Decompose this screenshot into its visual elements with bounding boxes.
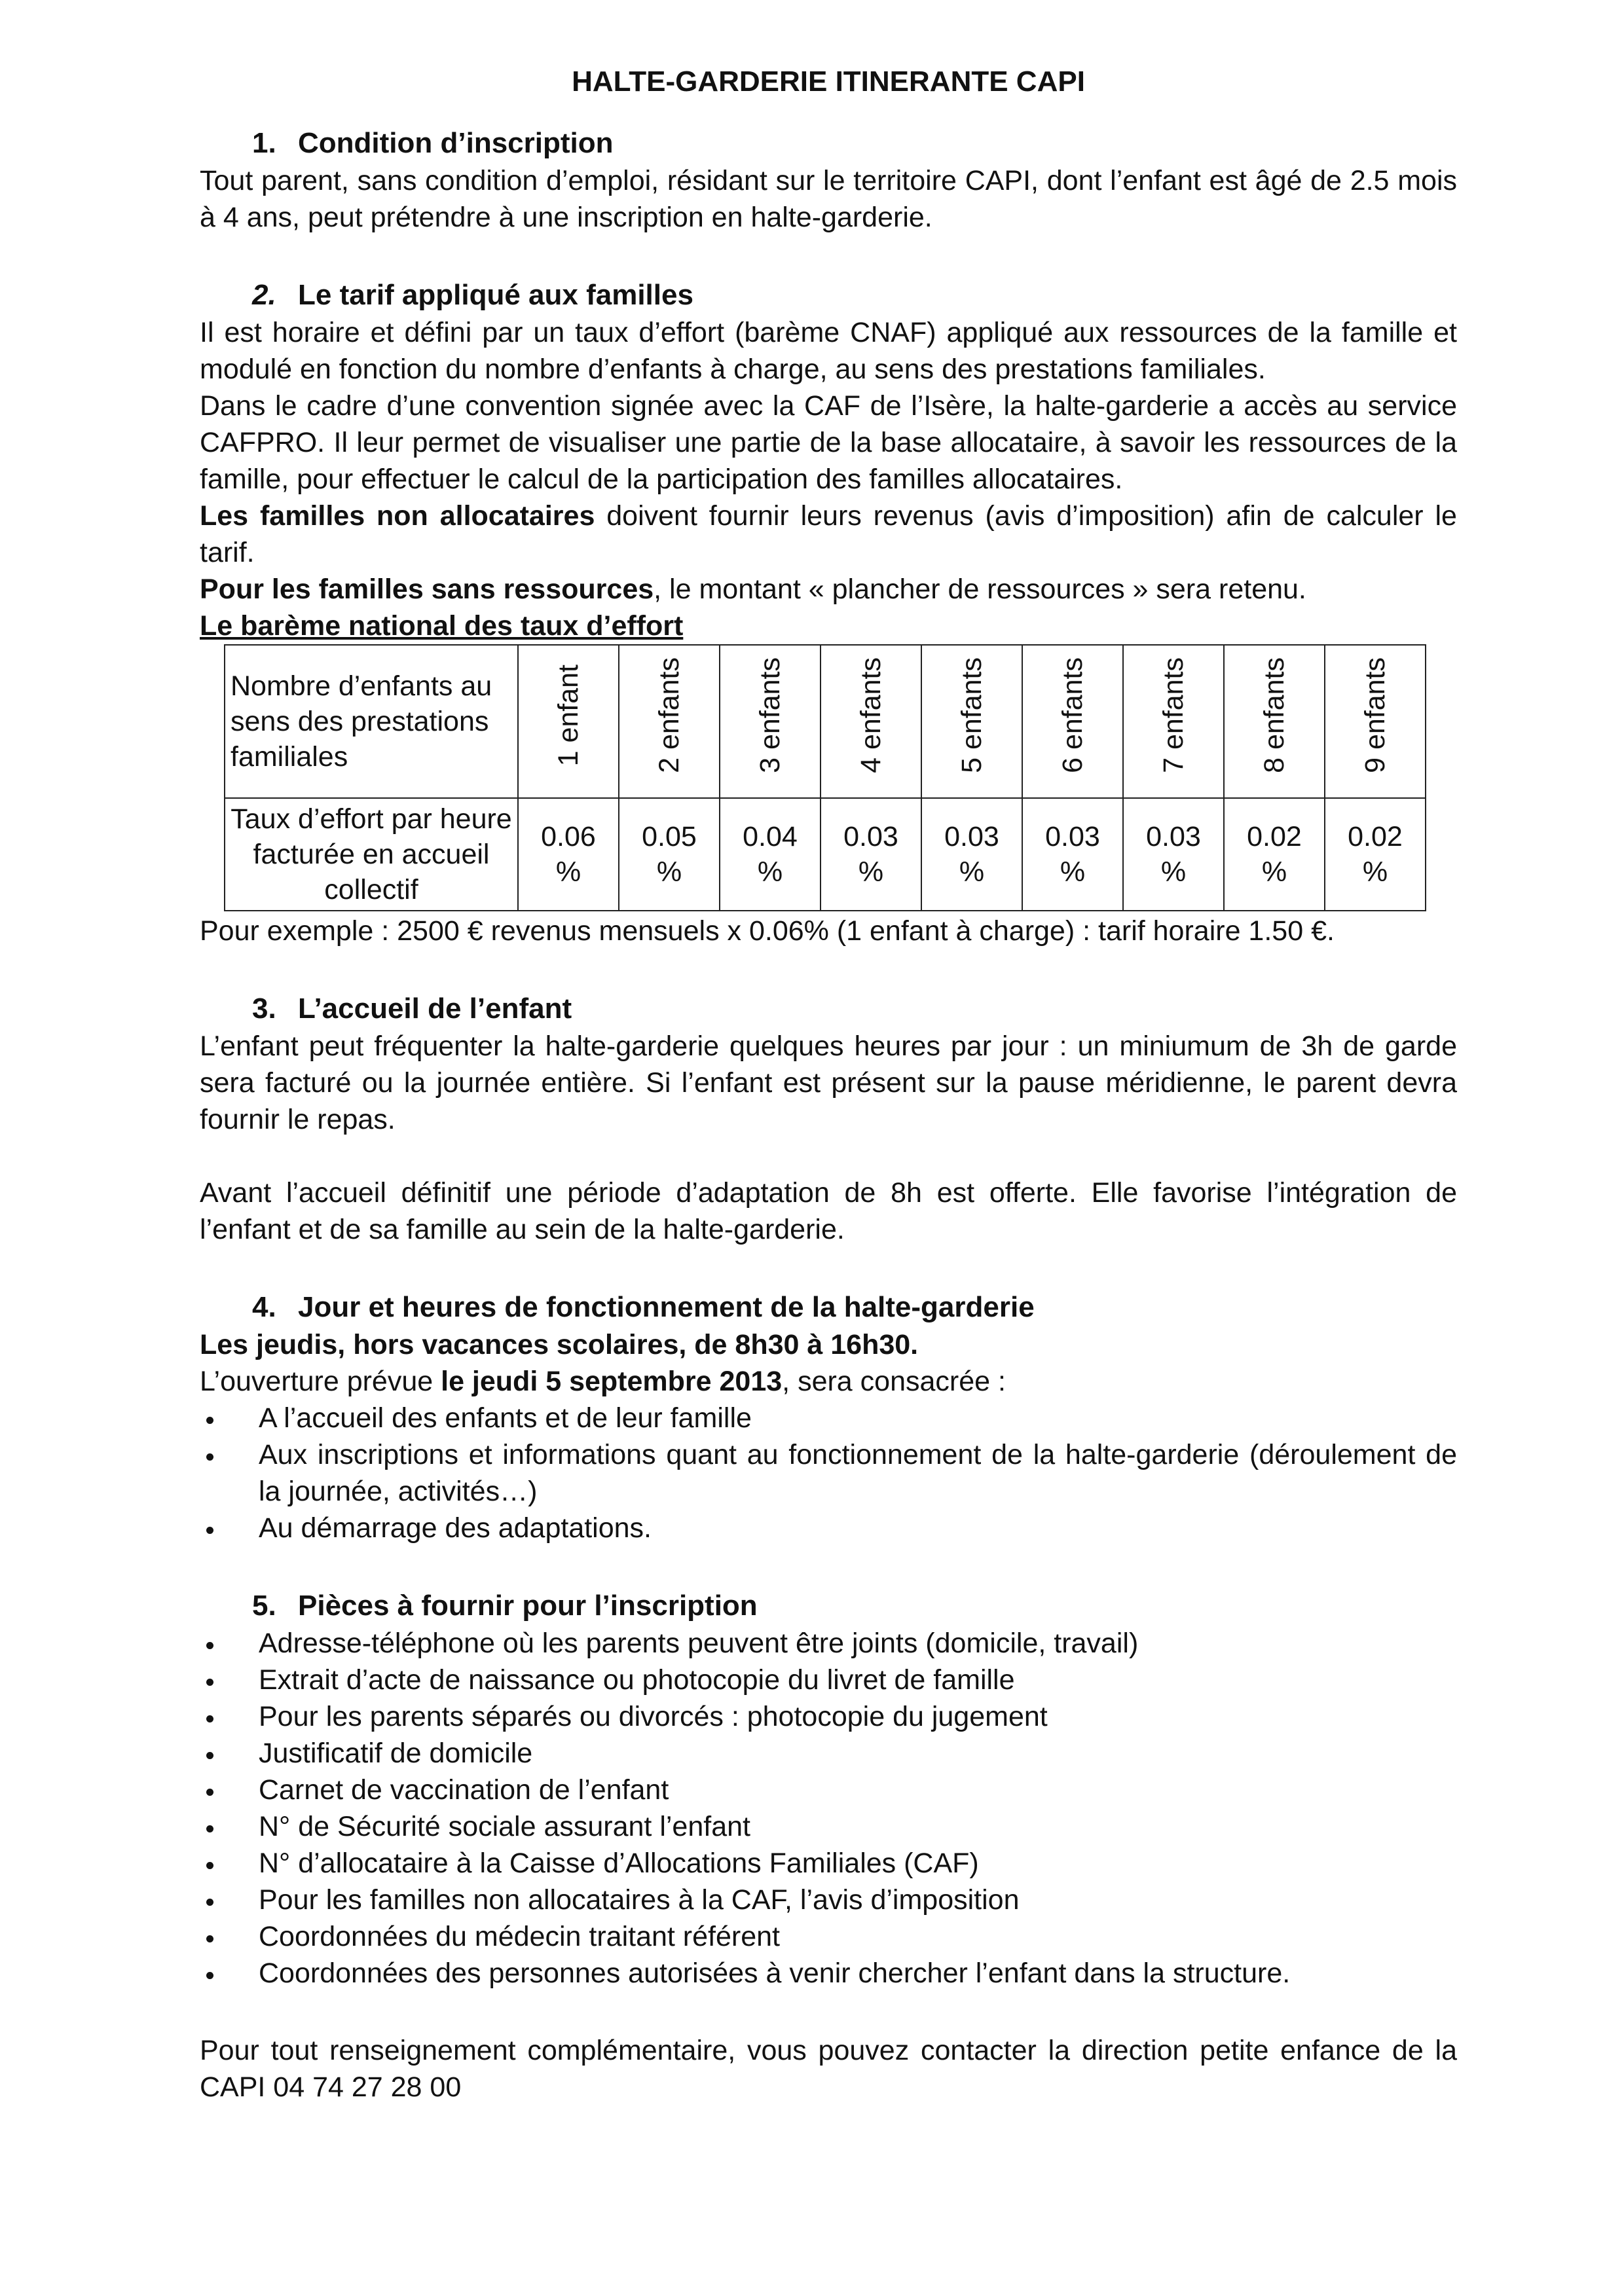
rate-cell: 0.06 %	[518, 798, 619, 911]
list-item: Justificatif de domicile	[200, 1735, 1457, 1772]
list-item: Pour les parents séparés ou divorcés : photocopie du jugement	[200, 1698, 1457, 1735]
section-1-text: Tout parent, sans condition d’emploi, résidant sur le territoire CAPI, dont l’enfant est âgé de 2.5 mois à 4 ans, peut prétendre à une inscription en halte-garderie.	[200, 165, 1457, 233]
section-4-heading	[200, 1288, 1457, 1326]
list-item: N° de Sécurité sociale assurant l’enfant	[200, 1808, 1457, 1845]
tarif-example: Pour exemple : 2500 € revenus mensuels x 0.06% (1 enfant à charge) : tarif horaire 1.50 €.	[200, 915, 1335, 947]
section-3-paragraph-1: L’enfant peut fréquenter la halte-garderie quelques heures par jour : un miniumum de 3h de garde sera facturé ou la journée entière. Si l’enfant est présent sur la pause méridienne, le parent devra fournir le repas.	[200, 1030, 1457, 1135]
document-title: HALTE-GARDERIE ITINERANTE CAPI	[572, 65, 1085, 98]
row-head-rate: Taux d’effort par heure facturée en accueil collectif	[225, 798, 518, 911]
section-2-paragraph-3: Les familles non allocataires doivent fournir leurs revenus (avis d’imposition) afin de calculer le tarif.	[200, 500, 1457, 568]
section-2-paragraph-2: Dans le cadre d’une convention signée avec la CAF de l’Isère, la halte-garderie a accès au service CAFPRO. Il leur permet de visualiser une partie de la base allocataire, à savoir les ressources de la famille, pour effectuer le calcul de la participation des familles allocataires.	[200, 390, 1457, 495]
opening-date-bold: le jeudi 5 septembre 2013	[441, 1366, 783, 1397]
opening-date: L’ouverture prévue le jeudi 5 septembre 2013, sera consacrée :	[200, 1366, 1006, 1397]
bareme-table	[224, 644, 1426, 911]
section-2-number: 2.	[252, 279, 276, 311]
section-2-heading	[200, 276, 1457, 314]
section-5-title: Pièces à fournir pour l’inscription	[298, 1590, 758, 1622]
document-content	[200, 62, 1457, 2105]
section-3-heading	[200, 990, 1457, 1028]
section-2-paragraph-1: Il est horaire et défini par un taux d’effort (barème CNAF) appliqué aux ressources de la famille et modulé en fonction du nombre d’enfants à charge, au sens des prestations familiales.	[200, 317, 1457, 385]
section-3-paragraph-2: Avant l’accueil définitif une période d’adaptation de 8h est offerte. Elle favorise l’intégration de l’enfant et de sa famille au sein de la halte-garderie.	[200, 1177, 1457, 1245]
column-head: 1 enfant	[518, 645, 619, 798]
rate-cell: 0.03 %	[921, 798, 1022, 911]
list-item: Aux inscriptions et informations quant au fonctionnement de la halte-garderie (déroulement de la journée, activités…)	[200, 1436, 1457, 1510]
list-item: Coordonnées du médecin traitant référent	[200, 1918, 1457, 1955]
rate-cell: 0.02 %	[1325, 798, 1426, 911]
rate-cell: 0.03 %	[1123, 798, 1224, 911]
sans-ressources-label: Pour les familles sans ressources	[200, 574, 654, 605]
column-head: 9 enfants	[1325, 645, 1426, 798]
section-4-number: 4.	[252, 1291, 276, 1323]
column-head: 4 enfants	[821, 645, 921, 798]
section-1-heading	[200, 124, 1457, 162]
list-item: Coordonnées des personnes autorisées à venir chercher l’enfant dans la structure.	[200, 1955, 1457, 1992]
table-row-rates	[225, 798, 1426, 911]
section-4-title: Jour et heures de fonctionnement de la halte-garderie	[298, 1291, 1035, 1323]
section-3-title: L’accueil de l’enfant	[298, 993, 572, 1025]
rate-cell: 0.02 %	[1224, 798, 1325, 911]
section-2-paragraph-4: Pour les familles sans ressources, le montant « plancher de ressources » sera retenu.	[200, 574, 1306, 605]
list-item: Extrait d’acte de naissance ou photocopie du livret de famille	[200, 1662, 1457, 1698]
documents-list	[200, 1625, 1457, 1992]
rate-cell: 0.03 %	[821, 798, 921, 911]
column-head: 8 enfants	[1224, 645, 1325, 798]
section-2-title: Le tarif appliqué aux familles	[298, 279, 693, 311]
opening-list	[200, 1400, 1457, 1546]
list-item: Pour les familles non allocataires à la CAF, l’avis d’imposition	[200, 1882, 1457, 1918]
table-row-header	[225, 645, 1426, 798]
non-allocataires-label: Les familles non allocataires	[200, 500, 595, 532]
opening-days: Les jeudis, hors vacances scolaires, de 8h30 à 16h30.	[200, 1329, 919, 1360]
contact-footer: Pour tout renseignement complémentaire, vous pouvez contacter la direction petite enfance de la CAPI 04 74 27 28 00	[200, 2035, 1457, 2103]
list-item: Carnet de vaccination de l’enfant	[200, 1772, 1457, 1808]
column-head: 3 enfants	[720, 645, 821, 798]
bareme-title: Le barème national des taux d’effort	[200, 610, 684, 642]
list-item: Au démarrage des adaptations.	[200, 1510, 1457, 1546]
list-item: Adresse-téléphone où les parents peuvent être joints (domicile, travail)	[200, 1625, 1457, 1662]
rate-cell: 0.05 %	[619, 798, 720, 911]
column-head: 5 enfants	[921, 645, 1022, 798]
column-head: 7 enfants	[1123, 645, 1224, 798]
section-5-number: 5.	[252, 1590, 276, 1622]
section-1-title: Condition d’inscription	[298, 127, 614, 159]
column-head: 2 enfants	[619, 645, 720, 798]
column-head: 6 enfants	[1022, 645, 1123, 798]
rate-cell: 0.04 %	[720, 798, 821, 911]
rate-cell: 0.03 %	[1022, 798, 1123, 911]
list-item: A l’accueil des enfants et de leur famille	[200, 1400, 1457, 1436]
row-head-children: Nombre d’enfants au sens des prestations familiales	[225, 645, 518, 798]
section-3-number: 3.	[252, 993, 276, 1025]
section-1-number: 1.	[252, 127, 276, 159]
section-5-heading	[200, 1587, 1457, 1625]
list-item: N° d’allocataire à la Caisse d’Allocations Familiales (CAF)	[200, 1845, 1457, 1882]
